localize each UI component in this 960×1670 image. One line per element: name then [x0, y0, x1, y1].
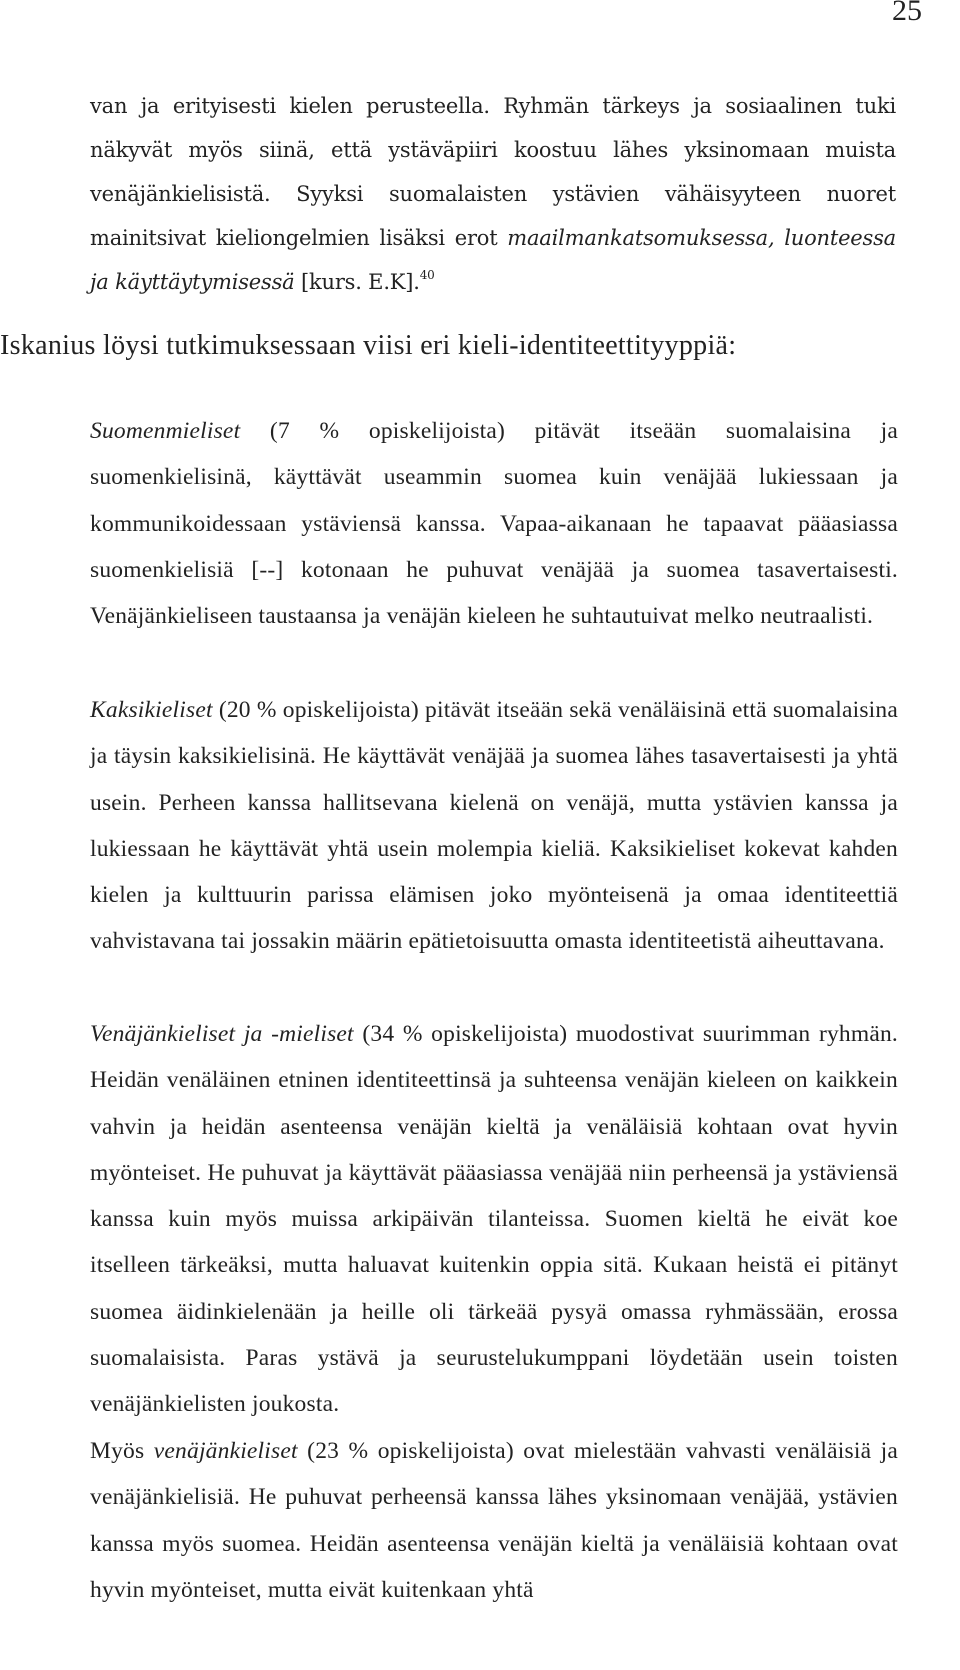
paragraph-term: Kaksikieliset [90, 697, 213, 723]
paragraph-lead: Myös [90, 1438, 154, 1464]
block-quote [90, 84, 896, 304]
footnote-reference: 40 [419, 268, 435, 282]
page-number: 25 [892, 0, 922, 27]
paragraph-body: (23 % opiskelijoista) ovat mielestään vahvasti venäläisiä ja venäjänkielisiä. He puhuvat perheensä kanssa lähes yksinomaan venäjää, ystävien kanssa myös suomea. Heidän asenteensa venäjän kieltä ja venäläisiä kohtaan ovat hyvin myönteiset, mutta eivät kuitenkaan yhtä [90, 1438, 898, 1603]
section-heading: Iskanius löysi tutkimuksessaan viisi eri kieli-identiteettityyppiä: [0, 330, 737, 361]
paragraph-body: (20 % opiskelijoista) pitävät itseään sekä venäläisinä että suomalaisina ja täysin kaksikielisinä. He käyttävät venäjää ja suomea lähes tasavertaisesti ja yhtä usein. Perheen kanssa hallitsevana kielenä on venäjä, mutta ystävien kanssa ja lukiessaan he käyttävät yhtä usein molempia kieliä. Kaksikieliset kokevat kahden kielen ja kulttuurin parissa elämisen joko myönteisenä ja omaa identiteettiä vahvistavana tai jossakin määrin epätietoisuutta omasta identiteetistä aiheuttavana. [90, 697, 898, 955]
paragraph-term: venäjänkieliset [153, 1438, 298, 1464]
paragraph-venajankieliset [90, 1428, 898, 1613]
paragraph-venajankieliset-ja-mieliset [90, 1011, 898, 1428]
paragraph-body: (34 % opiskelijoista) muodostivat suurimman ryhmän. Heidän venäläinen etninen identiteettinsä ja suhteensa venäjän kieleen on kaikkein vahvin ja heidän asenteensa venäjän kieltä ja venäläisiä kohtaan ovat hyvin myönteiset. He puhuvat ja käyttävät pääasiassa venäjää niin perheensä ja ystäviensä kanssa kuin myös muissa arkipäivän tilanteissa. Suomen kieltä he eivät koe itselleen tärkeäksi, mutta haluavat kuitenkin oppia sitä. Kukaan heistä ei pitänyt suomea äidinkielenään ja heille oli tärkeää pysyä omassa ryhmässään, erossa suomalaisista. Paras ystävä ja seurustelukumppani löydetään usein toisten venäjänkielisten joukosta. [90, 1021, 899, 1418]
paragraph-kaksikieliset [90, 687, 898, 965]
paragraph-term: Venäjänkieliset ja -mieliset [90, 1021, 354, 1047]
quote-italic-text: maailmankatsomuksessa, luonteessa ja käyttäytymisessä [90, 226, 897, 294]
paragraph-suomenmieliset [90, 408, 898, 639]
paragraph-body: (7 % opiskelijoista) pitävät itseään suomalaisina ja suomenkielisinä, käyttävät useammin suomea kuin venäjää lukiessaan ja kommunikoidessaan ystäviensä kanssa. Vapaa-aikanaan he tapaavat pääasiassa suomenkielisiä [--] kotonaan he puhuvat venäjää ja suomea tasavertaisesti. Venäjänkieliseen taustaansa ja venäjän kieleen he suhtautuivat melko neutraalisti. [90, 418, 898, 630]
quote-text-end: [kurs. E.K]. [294, 270, 420, 294]
paragraph-term: Suomenmieliset [90, 418, 241, 444]
quote-text-start: van ja erityisesti kielen perusteella. Ryhmän tärkeys ja sosiaalinen tuki näkyvät myös siinä, että ystäväpiiri koostuu lähes yksinomaan muista venäjänkielisistä. Syyksi suomalaisten ystävien vähäisyyteen nuoret mainitsivat kieliongelmien lisäksi erot [90, 94, 896, 250]
